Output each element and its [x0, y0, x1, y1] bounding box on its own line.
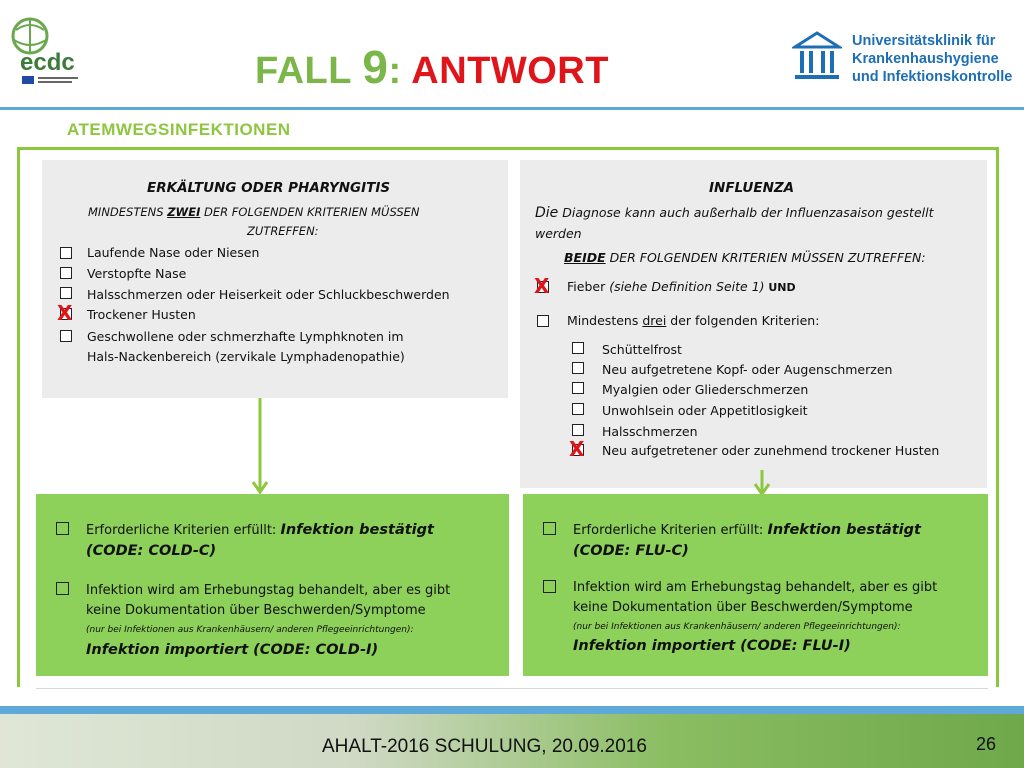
cold-imported-line-1: Infektion wird am Erhebungstag behandelt, aber es gibt: [86, 583, 451, 598]
arrow-down-icon-left: [250, 398, 270, 496]
flu-imported-note: (nur bei Infektionen aus Krankenhäusern/ anderen Pflegeeinrichtungen):: [573, 622, 901, 632]
cold-code-c: (CODE: COLD-C): [86, 543, 217, 559]
cold-result-box: [36, 494, 509, 676]
cold-item-5-cont: Hals-Nackenbereich (zervikale Lymphadenopathie): [87, 349, 405, 364]
influenza-box-title: INFLUENZA: [709, 180, 795, 196]
cold-item-5: Geschwollene oder schmerzhafte Lymphknoten im: [87, 329, 404, 344]
checkbox-lymph-nodes[interactable]: [60, 330, 72, 342]
ecdc-logo: [8, 10, 90, 88]
influenza-sub-5: Halsschmerzen: [602, 424, 698, 439]
fever-definition: (siehe Definition Seite 1): [609, 279, 765, 294]
influenza-both-word: BEIDE: [564, 250, 606, 265]
flu-code-c: (CODE: FLU-C): [573, 543, 689, 559]
influenza-both-line: [564, 250, 926, 265]
flu-code-i: Infektion importiert (CODE: FLU-I): [573, 638, 851, 654]
page-number: 26: [976, 734, 997, 754]
checkbox-myalgia[interactable]: [572, 382, 584, 394]
title-fall: FALL: [255, 50, 352, 92]
checkbox-headache[interactable]: [572, 362, 584, 374]
influenza-min-three-line: [567, 313, 819, 328]
uni-line-3: und Infektionskontrolle: [852, 69, 1013, 85]
cold-confirmed-value: Infektion bestätigt: [280, 522, 434, 538]
ecdc-logo-text: ecdc: [20, 49, 75, 76]
checkbox-malaise[interactable]: [572, 403, 584, 415]
checkbox-cold-imported[interactable]: [56, 582, 69, 595]
title-colon: :: [388, 50, 402, 92]
influenza-diag-die: Die: [535, 205, 559, 221]
influenza-both-rest: DER FOLGENDEN KRITERIEN MÜSSEN ZUTREFFEN:: [605, 250, 926, 265]
min-three-a: Mindestens: [567, 313, 643, 328]
cold-item-2: Verstopfte Nase: [87, 266, 187, 281]
influenza-result-box: [523, 494, 988, 676]
influenza-fever-line: [567, 279, 796, 294]
cold-item-4: Trockener Husten: [87, 307, 196, 322]
header-divider: [0, 107, 1024, 110]
influenza-diag-line-1: [535, 205, 933, 221]
flu-imported-line-1: Infektion wird am Erhebungstag behandelt, aber es gibt: [573, 580, 938, 595]
red-x-mark-cough: X: [569, 437, 585, 461]
flu-confirmed-line: [573, 522, 921, 538]
fever-and: UND: [764, 281, 796, 294]
influenza-criteria-box: [520, 160, 987, 488]
flu-confirmed-value: Infektion bestätigt: [767, 522, 921, 538]
red-x-mark-fever: X: [534, 274, 550, 298]
uni-line-1: Universitätsklinik für: [852, 33, 996, 49]
checkbox-min-three[interactable]: [537, 315, 549, 327]
cold-intro-two: ZWEI: [167, 205, 201, 219]
cold-item-3: Halsschmerzen oder Heiserkeit oder Schluckbeschwerden: [87, 287, 450, 302]
title-number: 9: [362, 41, 389, 93]
red-x-mark-dry-cough: X: [57, 301, 73, 325]
cold-confirmed-line: [86, 522, 434, 538]
influenza-diag-line-2: werden: [535, 226, 582, 241]
checkbox-flu-imported[interactable]: [543, 580, 556, 593]
cold-item-1: Laufende Nase oder Niesen: [87, 245, 260, 260]
cold-box-title: ERKÄLTUNG ODER PHARYNGITIS: [147, 180, 391, 196]
footer-text: AHALT-2016 SCHULUNG, 20.09.2016: [322, 736, 647, 757]
university-building-icon: [792, 30, 842, 82]
section-title: ATEMWEGSINFEKTIONEN: [67, 120, 291, 139]
checkbox-runny-nose[interactable]: [60, 247, 72, 259]
cold-code-i: Infektion importiert (CODE: COLD-I): [86, 642, 379, 658]
checkbox-flu-confirmed[interactable]: [543, 522, 556, 535]
influenza-diag-rest: Diagnose kann auch außerhalb der Influenzasaison gestellt: [558, 205, 934, 220]
flu-imported-line-2: keine Dokumentation über Beschwerden/Symptome: [573, 600, 913, 615]
influenza-sub-1: Schüttelfrost: [602, 342, 682, 357]
flu-confirmed-label: Erforderliche Kriterien erfüllt:: [573, 523, 768, 538]
footer-stripe: [0, 706, 1024, 714]
cold-criteria-box: [42, 160, 508, 398]
uni-line-2: Krankenhaushygiene: [852, 51, 999, 67]
min-three-c: der folgenden Kriterien:: [666, 313, 820, 328]
checkbox-sore-throat[interactable]: [60, 287, 72, 299]
checkbox-stuffy-nose[interactable]: [60, 267, 72, 279]
influenza-sub-2: Neu aufgetretene Kopf- oder Augenschmerzen: [602, 362, 893, 377]
cold-confirmed-label: Erforderliche Kriterien erfüllt:: [86, 523, 281, 538]
cold-intro-c: DER FOLGENDEN KRITERIEN MÜSSEN: [200, 205, 420, 219]
cold-intro-line-2: ZUTREFFEN:: [247, 224, 319, 238]
cold-intro-line-1: [88, 205, 420, 219]
cold-imported-line-2: keine Dokumentation über Beschwerden/Symptome: [86, 603, 426, 618]
cold-intro-a: MINDESTENS: [88, 205, 168, 219]
checkbox-cold-confirmed[interactable]: [56, 522, 69, 535]
influenza-sub-6: Neu aufgetretener oder zunehmend trockener Husten: [602, 443, 940, 458]
checkbox-sore-throat-flu[interactable]: [572, 424, 584, 436]
page-title: [255, 40, 609, 94]
influenza-sub-4: Unwohlsein oder Appetitlosigkeit: [602, 403, 808, 418]
cold-imported-note: (nur bei Infektionen aus Krankenhäusern/ anderen Pflegeeinrichtungen):: [86, 625, 414, 635]
university-name: [852, 32, 1012, 86]
checkbox-chills[interactable]: [572, 342, 584, 354]
influenza-sub-3: Myalgien oder Gliederschmerzen: [602, 382, 809, 397]
arrow-down-icon-right: [752, 470, 772, 496]
content-bottom-divider: [36, 688, 988, 689]
min-three-drei: drei: [642, 313, 667, 328]
fever-label: Fieber: [567, 279, 610, 294]
title-answer: ANTWORT: [411, 50, 609, 92]
